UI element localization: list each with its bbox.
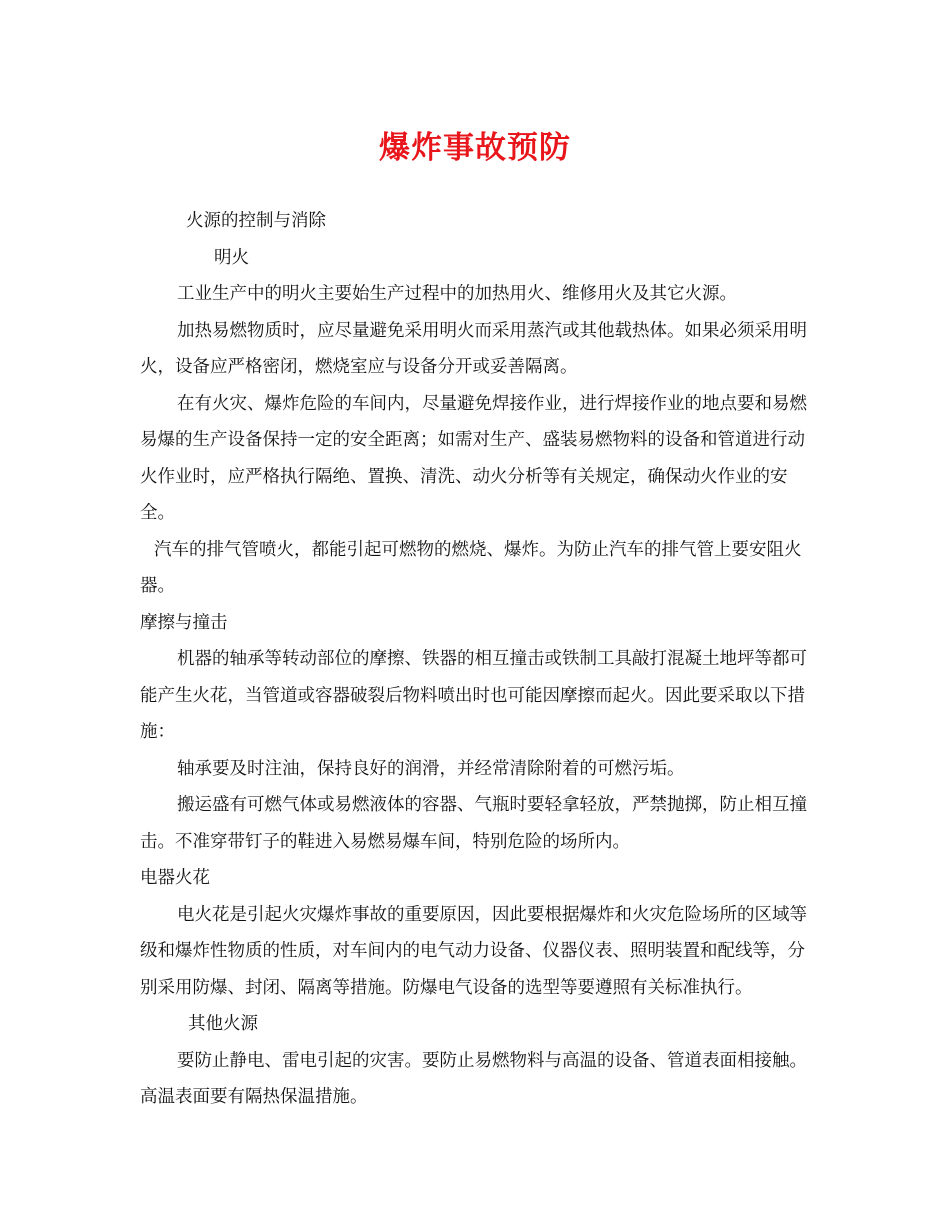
paragraph: 加热易燃物质时，应尽量避免采用明火而采用蒸汽或其他载热体。如果必须采用明火，设备应严格密闭，燃烧室应与设备分开或妥善隔离。 xyxy=(140,320,807,377)
subheading-electrical-sparks: 电器火花 xyxy=(140,868,210,888)
document-title: 爆炸事故预防 xyxy=(379,130,571,166)
section-heading-fire-control: 火源的控制与消除 xyxy=(186,211,326,231)
paragraph: 汽车的排气管喷火，都能引起可燃物的燃烧、爆炸。为防止汽车的排气管上要安阻火器。 xyxy=(140,539,802,596)
subheading-other-fire-sources: 其他火源 xyxy=(188,1014,258,1034)
paragraph: 机器的轴承等转动部位的摩擦、铁器的相互撞击或铁制工具敲打混凝土地坪等都可能产生火花，当管道或容器破裂后物料喷出时也可能因摩擦而起火。因此要采取以下措施： xyxy=(140,649,807,742)
paragraph: 要防止静电、雷电引起的灾害。要防止易燃物料与高温的设备、管道表面相接触。高温表面要有隔热保温措施。 xyxy=(140,1050,807,1107)
subheading-friction-impact: 摩擦与撞击 xyxy=(140,612,228,633)
paragraph: 轴承要及时注油，保持良好的润滑，并经常清除附着的可燃污垢。 xyxy=(177,758,685,779)
paragraph: 搬运盛有可燃气体或易燃液体的容器、气瓶时要轻拿轻放，严禁抛掷，防止相互撞击。不准穿带钉子的鞋进入易燃易爆车间，特别危险的场所内。 xyxy=(140,795,807,852)
paragraph: 工业生产中的明火主要始生产过程中的加热用火、维修用火及其它火源。 xyxy=(177,284,737,304)
document-body xyxy=(140,203,812,1116)
paragraph: 在有火灾、爆炸危险的车间内，尽量避免焊接作业，进行焊接作业的地点要和易燃易爆的生产设备保持一定的安全距离；如需对生产、盛装易燃物料的设备和管道进行动火作业时，应严格执行隔绝、置换、清洗、动火分析等有关规定，确保动火作业的安全。 xyxy=(140,393,807,523)
subheading-open-flame: 明火 xyxy=(214,247,249,268)
paragraph: 电火花是引起火灾爆炸事故的重要原因，因此要根据爆炸和火灾危险场所的区域等级和爆炸性物质的性质，对车间内的电气动力设备、仪器仪表、照明装置和配线等，分别采用防爆、封闭、隔离等措施。防爆电气设备的选型等要遵照有关标准执行。 xyxy=(140,904,807,998)
